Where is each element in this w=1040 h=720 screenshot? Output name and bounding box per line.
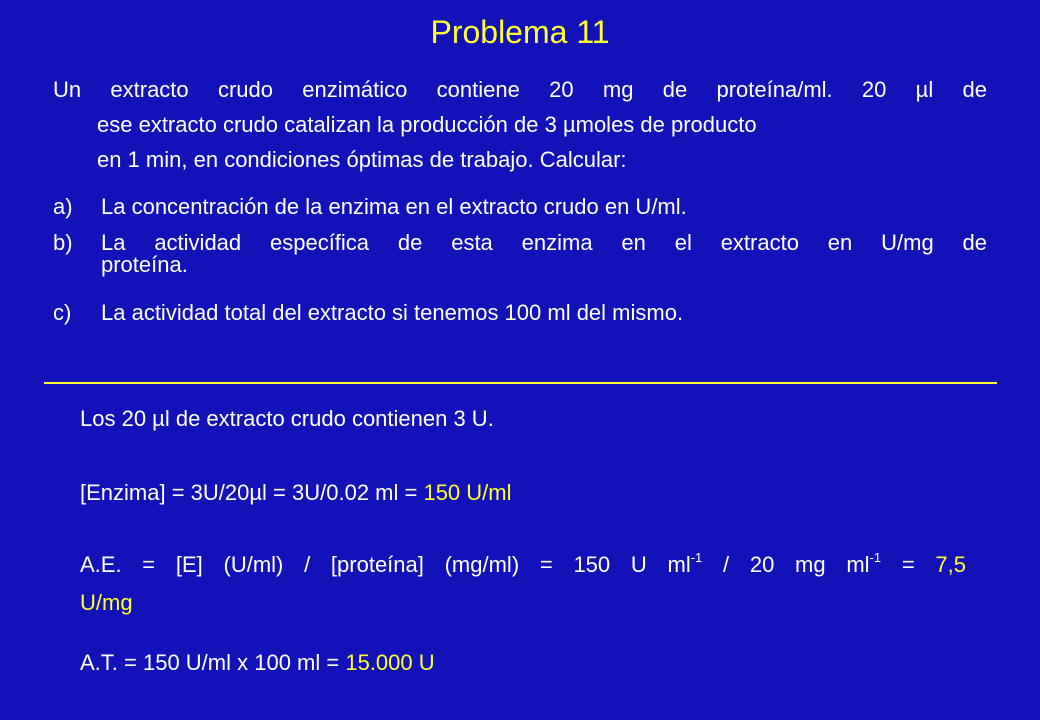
problem-statement-line-1: Un extracto crudo enzimático contiene 20 mg de proteína/ml. 20 µl de [53, 77, 987, 102]
question-text: La actividad total del extracto si tenemos 100 ml del mismo. [101, 300, 684, 325]
formula-part: A.E. = [E] (U/ml) / [proteína] (mg/ml) = 150 U ml [80, 552, 691, 577]
answer-formula: A.T. = 150 U/ml x 100 ml = [80, 650, 346, 675]
problem-statement [53, 72, 987, 177]
answer-result-unit: U/mg [80, 590, 133, 615]
question-text-line-2: proteína. [101, 252, 188, 277]
question-c [53, 298, 987, 328]
question-text-line-1: La actividad específica de esta enzima en el extracto en U/mg de [101, 230, 987, 255]
answer-formula: [Enzima] = 3U/20µl = 3U/0.02 ml = [80, 480, 424, 505]
exponent: -1 [869, 550, 882, 565]
answer-result: 15.000 U [345, 650, 435, 675]
question-marker: c) [53, 300, 72, 325]
answer-total-activity [80, 648, 435, 678]
problem-statement-line-3: en 1 min, en condiciones óptimas de trabajo. Calcular: [97, 147, 627, 172]
formula-part: / 20 mg ml [702, 552, 870, 577]
question-text: La concentración de la enzima en el extracto crudo en U/ml. [101, 194, 687, 219]
question-marker: a) [53, 194, 73, 219]
divider-line [44, 382, 997, 384]
answer-result: 150 U/ml [423, 480, 512, 505]
answer-enzyme-concentration [80, 478, 512, 508]
question-b [53, 232, 987, 276]
problem-statement-line-2: ese extracto crudo catalizan la producción de 3 µmoles de producto [97, 112, 757, 137]
answer-result: 7,5 [935, 552, 966, 577]
question-marker: b) [53, 230, 73, 255]
answer-units: Los 20 µl de extracto crudo contienen 3 U. [80, 406, 494, 431]
answer-specific-activity [80, 546, 966, 622]
slide-title: Problema 11 [430, 14, 610, 50]
formula-part: = [881, 552, 936, 577]
answer-formula-line-1 [80, 546, 966, 584]
question-text [101, 232, 987, 276]
question-a [53, 192, 987, 222]
exponent: -1 [690, 550, 703, 565]
